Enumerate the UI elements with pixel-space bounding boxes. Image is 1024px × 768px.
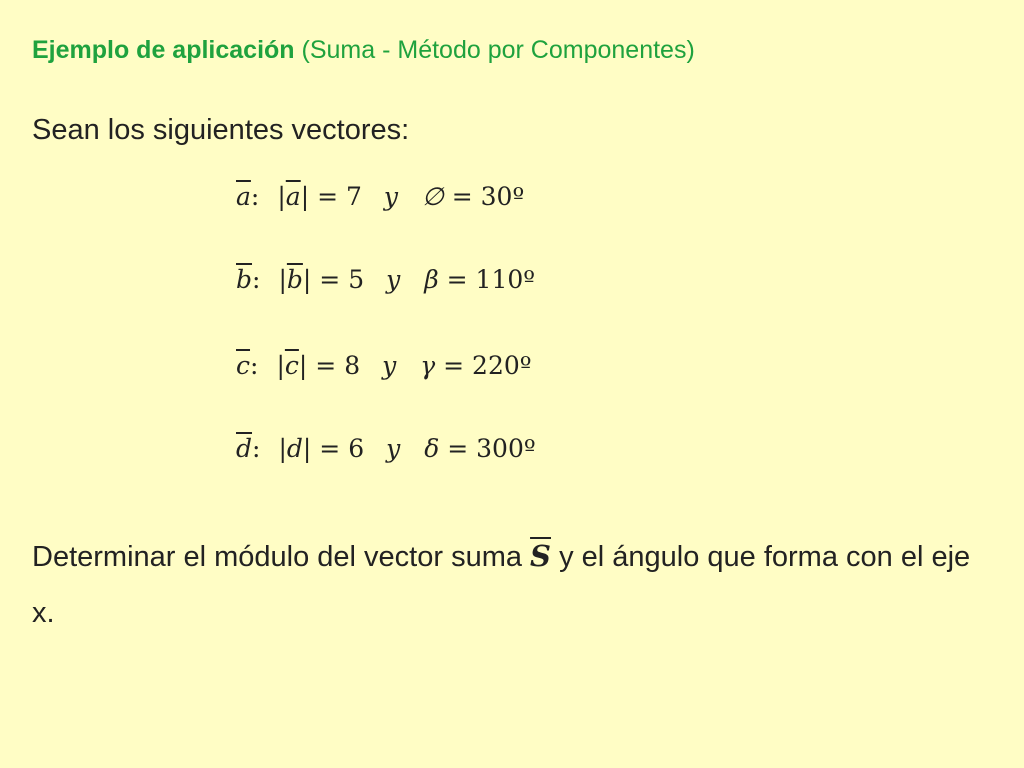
vector-b-label: $\overline{b}$ xyxy=(236,265,253,294)
vector-d-label: $\overline{d}$ xyxy=(236,434,253,463)
intro-text: Sean los siguientes vectores: xyxy=(32,114,410,146)
vector-d-magnitude: 6 xyxy=(348,434,365,463)
vector-c-label: $\overline{c}$ xyxy=(236,351,251,380)
vector-a-angle: 30º xyxy=(480,182,525,211)
slide-title xyxy=(32,36,695,65)
vector-c-magnitude: 8 xyxy=(344,351,361,380)
vector-d-angle: 300º xyxy=(476,434,536,463)
vector-a-label: $\overline{a}$ xyxy=(236,182,251,211)
vector-a-magnitude: 7 xyxy=(345,182,362,211)
question-text: Determinar el módulo del vector suma $\overline{S}$ y el ángulo que forma con el eje x. xyxy=(32,539,971,629)
title-bold: Ejemplo de aplicación xyxy=(32,36,295,64)
vector-a-row: $\overline{a}$: $|\overline{a}| = 7$ y ∅ = 30º xyxy=(236,182,525,211)
vector-c-row: $\overline{c}$: $|\overline{c}| = 8$ y γ = 220º xyxy=(236,351,532,380)
vector-b-angle-symbol: β xyxy=(424,265,439,294)
vector-d-row: $\overline{d}$: |d| = 6 y δ = 300º xyxy=(236,434,536,463)
sum-vector-symbol: $\overline{S}$ xyxy=(530,539,551,573)
vector-c-angle-symbol: γ xyxy=(420,351,436,380)
title-subtitle: (Suma - Método por Componentes) xyxy=(301,36,695,64)
vector-a-angle-symbol: ∅ xyxy=(422,182,444,211)
vector-b-angle: 110º xyxy=(475,265,536,294)
vector-b-magnitude: 5 xyxy=(348,265,365,294)
vector-d-angle-symbol: δ xyxy=(424,434,440,463)
vector-c-angle: 220º xyxy=(472,351,532,380)
vector-b-row: $\overline{b}$: $|\overline{b}| = 5$ y β = 110º xyxy=(236,265,536,294)
